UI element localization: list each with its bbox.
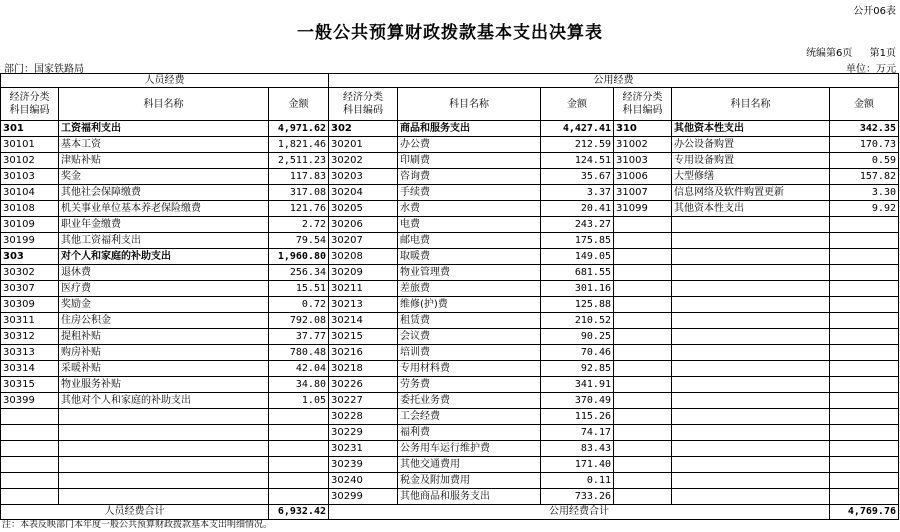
econ-code-cell	[614, 281, 672, 297]
subject-name-cell: 租赁费	[398, 313, 541, 329]
subject-name-cell: 物业服务补贴	[59, 377, 269, 393]
amount-cell	[830, 457, 899, 473]
amount-cell	[269, 457, 329, 473]
econ-code-cell: 30231	[329, 441, 398, 457]
subject-name-cell: 物业管理费	[398, 265, 541, 281]
econ-code-cell: 30102	[1, 153, 59, 169]
econ-code-cell	[614, 457, 672, 473]
amount-cell: 1,960.80	[269, 249, 329, 265]
amount-cell	[269, 409, 329, 425]
amount-cell: 121.76	[269, 201, 329, 217]
econ-code-cell: 31099	[614, 201, 672, 217]
subject-name-cell: 邮电费	[398, 233, 541, 249]
amount-cell	[830, 377, 899, 393]
amount-cell	[830, 409, 899, 425]
page-number: 第1页	[869, 48, 896, 59]
econ-code-cell: 30314	[1, 361, 59, 377]
subject-name-cell: 住房公积金	[59, 313, 269, 329]
subject-name-cell	[672, 297, 830, 313]
subject-name-cell	[672, 249, 830, 265]
amount-cell	[830, 393, 899, 409]
econ-code-cell: 30209	[329, 265, 398, 281]
amount-cell: 74.17	[541, 425, 614, 441]
table-row	[1, 361, 899, 377]
econ-code-cell: 30211	[329, 281, 398, 297]
amount-cell: 15.51	[269, 281, 329, 297]
econ-code-cell: 30227	[329, 393, 398, 409]
subject-name-cell	[672, 281, 830, 297]
amount-cell: 83.43	[541, 441, 614, 457]
subject-name-cell: 工会经费	[398, 409, 541, 425]
amount-cell: 3.30	[830, 185, 899, 201]
econ-code-cell: 31002	[614, 137, 672, 153]
amount-cell	[830, 441, 899, 457]
table-row	[1, 185, 899, 201]
table-row	[1, 345, 899, 361]
amount-cell: 243.27	[541, 217, 614, 233]
econ-code-cell: 30206	[329, 217, 398, 233]
subject-name-cell	[59, 457, 269, 473]
econ-code-cell	[614, 233, 672, 249]
econ-code-cell	[1, 409, 59, 425]
amount-cell: 0.59	[830, 153, 899, 169]
subject-name-cell: 办公设备购置	[672, 137, 830, 153]
subject-name-cell	[672, 233, 830, 249]
amount-cell	[830, 265, 899, 281]
subject-name-cell: 信息网络及软件购置更新	[672, 185, 830, 201]
amount-cell	[830, 489, 899, 505]
amount-cell: 341.91	[541, 377, 614, 393]
amount-cell	[269, 473, 329, 489]
econ-code-cell: 30199	[1, 233, 59, 249]
combined-page-number: 统编第6页	[806, 48, 853, 59]
amount-header: 金额	[830, 88, 899, 121]
econ-code-cell: 30203	[329, 169, 398, 185]
econ-code-cell	[614, 361, 672, 377]
subject-name-cell	[672, 425, 830, 441]
econ-code-cell: 31006	[614, 169, 672, 185]
econ-code-cell: 30101	[1, 137, 59, 153]
amount-cell: 0.11	[541, 473, 614, 489]
econ-code-cell: 30226	[329, 377, 398, 393]
econ-code-header: 经济分类 科目编码	[614, 88, 672, 121]
subject-name-cell	[59, 473, 269, 489]
econ-code-cell: 31007	[614, 185, 672, 201]
amount-cell: 370.49	[541, 393, 614, 409]
econ-code-cell: 30311	[1, 313, 59, 329]
table-row	[1, 265, 899, 281]
econ-code-cell: 30307	[1, 281, 59, 297]
subject-name-cell	[672, 265, 830, 281]
subject-name-cell: 税金及附加费用	[398, 473, 541, 489]
table-row	[1, 489, 899, 505]
amount-cell	[830, 473, 899, 489]
subject-name-cell	[59, 489, 269, 505]
subject-name-cell: 咨询费	[398, 169, 541, 185]
table-row	[1, 393, 899, 409]
table-row	[1, 137, 899, 153]
expenditure-table	[0, 73, 899, 520]
econ-code-cell: 303	[1, 249, 59, 265]
subject-name-cell: 维修(护)费	[398, 297, 541, 313]
amount-cell	[830, 281, 899, 297]
amount-cell: 4,427.41	[541, 121, 614, 137]
table-row	[1, 409, 899, 425]
amount-cell	[269, 425, 329, 441]
amount-cell: 342.35	[830, 121, 899, 137]
amount-cell: 20.41	[541, 201, 614, 217]
econ-code-cell	[614, 329, 672, 345]
amount-cell: 9.92	[830, 201, 899, 217]
econ-code-cell: 30315	[1, 377, 59, 393]
subject-name-cell: 其他工资福利支出	[59, 233, 269, 249]
subject-name-cell: 培训费	[398, 345, 541, 361]
subject-name-cell: 退休费	[59, 265, 269, 281]
amount-cell: 2,511.23	[269, 153, 329, 169]
econ-code-cell: 30103	[1, 169, 59, 185]
subject-name-cell	[672, 409, 830, 425]
subject-name-cell: 劳务费	[398, 377, 541, 393]
subject-name-cell	[59, 441, 269, 457]
subject-name-cell	[672, 393, 830, 409]
amount-cell: 301.16	[541, 281, 614, 297]
amount-cell: 175.85	[541, 233, 614, 249]
amount-cell: 171.40	[541, 457, 614, 473]
subject-name-cell: 奖励金	[59, 297, 269, 313]
subject-name-cell: 基本工资	[59, 137, 269, 153]
amount-cell: 212.59	[541, 137, 614, 153]
econ-code-cell: 30204	[329, 185, 398, 201]
subject-name-cell: 福利费	[398, 425, 541, 441]
unit-label: 单位：万元	[846, 64, 896, 75]
amount-cell: 90.25	[541, 329, 614, 345]
amount-cell: 1,821.46	[269, 137, 329, 153]
econ-code-cell: 30399	[1, 393, 59, 409]
subject-name-cell: 其他社会保障缴费	[59, 185, 269, 201]
econ-code-cell	[614, 441, 672, 457]
personnel-total-label: 人员经费合计	[1, 505, 269, 520]
subject-name-cell: 手续费	[398, 185, 541, 201]
econ-code-cell	[614, 377, 672, 393]
subject-name-header: 科目名称	[672, 88, 830, 121]
subject-name-cell	[59, 409, 269, 425]
table-row	[1, 377, 899, 393]
subject-name-cell: 公务用车运行维护费	[398, 441, 541, 457]
amount-cell: 92.85	[541, 361, 614, 377]
amount-cell: 115.26	[541, 409, 614, 425]
public-total-amount: 4,769.76	[830, 505, 899, 520]
subject-name-cell: 购房补贴	[59, 345, 269, 361]
econ-code-cell: 30302	[1, 265, 59, 281]
subject-name-cell	[672, 473, 830, 489]
table-row	[1, 281, 899, 297]
econ-code-cell: 30239	[329, 457, 398, 473]
subject-name-cell: 办公费	[398, 137, 541, 153]
amount-cell: 4,971.62	[269, 121, 329, 137]
table-row	[1, 233, 899, 249]
econ-code-cell	[614, 393, 672, 409]
amount-cell: 34.80	[269, 377, 329, 393]
econ-code-cell: 30109	[1, 217, 59, 233]
econ-code-cell	[614, 249, 672, 265]
econ-code-cell: 31003	[614, 153, 672, 169]
amount-cell	[830, 361, 899, 377]
subject-name-cell: 水费	[398, 201, 541, 217]
subject-name-cell: 其他资本性支出	[672, 121, 830, 137]
subject-name-cell	[672, 489, 830, 505]
personnel-total-amount: 6,932.42	[269, 505, 329, 520]
amount-cell: 1.05	[269, 393, 329, 409]
amount-cell: 37.77	[269, 329, 329, 345]
public-total-label: 公用经费合计	[329, 505, 830, 520]
subject-name-cell	[672, 329, 830, 345]
subject-name-cell: 其他资本性支出	[672, 201, 830, 217]
amount-cell: 780.48	[269, 345, 329, 361]
econ-code-cell: 30202	[329, 153, 398, 169]
group-header-row	[1, 74, 899, 88]
amount-cell	[830, 425, 899, 441]
econ-code-cell: 30313	[1, 345, 59, 361]
econ-code-cell	[1, 441, 59, 457]
econ-code-cell: 30104	[1, 185, 59, 201]
table-row	[1, 153, 899, 169]
subject-name-cell	[672, 441, 830, 457]
econ-code-cell	[1, 489, 59, 505]
footnote: 注：本表反映部门本年度一般公共预算财政拨款基本支出明细情况。	[2, 520, 273, 530]
amount-cell: 70.46	[541, 345, 614, 361]
subject-name-header: 科目名称	[398, 88, 541, 121]
table-row	[1, 297, 899, 313]
subject-name-cell: 取暖费	[398, 249, 541, 265]
subject-name-cell: 津贴补贴	[59, 153, 269, 169]
subject-name-cell	[672, 377, 830, 393]
amount-cell	[830, 345, 899, 361]
amount-cell: 3.37	[541, 185, 614, 201]
subject-name-cell: 其他交通费用	[398, 457, 541, 473]
econ-code-header: 经济分类 科目编码	[1, 88, 59, 121]
subject-name-cell: 机关事业单位基本养老保险缴费	[59, 201, 269, 217]
table-row	[1, 249, 899, 265]
subject-name-cell	[672, 345, 830, 361]
econ-code-cell	[614, 409, 672, 425]
econ-code-cell: 30229	[329, 425, 398, 441]
table-row	[1, 473, 899, 489]
amount-cell: 0.72	[269, 297, 329, 313]
amount-header: 金额	[269, 88, 329, 121]
subject-name-cell: 奖金	[59, 169, 269, 185]
subject-name-cell: 工资福利支出	[59, 121, 269, 137]
econ-code-cell: 30214	[329, 313, 398, 329]
subject-name-cell	[672, 217, 830, 233]
personnel-group-header: 人员经费	[1, 74, 329, 88]
subject-name-cell	[672, 361, 830, 377]
table-row	[1, 329, 899, 345]
econ-code-cell: 30215	[329, 329, 398, 345]
econ-code-cell: 30309	[1, 297, 59, 313]
column-header-row	[1, 88, 899, 121]
subject-name-cell: 委托业务费	[398, 393, 541, 409]
subject-name-cell: 其他商品和服务支出	[398, 489, 541, 505]
subject-name-cell: 采暖补贴	[59, 361, 269, 377]
econ-code-cell: 30201	[329, 137, 398, 153]
table-row	[1, 457, 899, 473]
econ-code-cell: 30216	[329, 345, 398, 361]
amount-cell: 170.73	[830, 137, 899, 153]
econ-code-cell	[614, 313, 672, 329]
amount-header: 金额	[541, 88, 614, 121]
amount-cell: 42.04	[269, 361, 329, 377]
econ-code-cell: 30218	[329, 361, 398, 377]
econ-code-cell: 30299	[329, 489, 398, 505]
subject-name-cell: 对个人和家庭的补助支出	[59, 249, 269, 265]
econ-code-cell: 301	[1, 121, 59, 137]
amount-cell	[830, 233, 899, 249]
amount-cell: 35.67	[541, 169, 614, 185]
amount-cell: 210.52	[541, 313, 614, 329]
amount-cell	[269, 441, 329, 457]
subject-name-cell: 医疗费	[59, 281, 269, 297]
amount-cell: 157.82	[830, 169, 899, 185]
econ-code-cell	[1, 457, 59, 473]
amount-cell: 125.88	[541, 297, 614, 313]
table-row	[1, 217, 899, 233]
subject-name-cell	[672, 457, 830, 473]
econ-code-cell: 30240	[329, 473, 398, 489]
amount-cell	[830, 217, 899, 233]
econ-code-header: 经济分类 科目编码	[329, 88, 398, 121]
econ-code-cell	[614, 265, 672, 281]
econ-code-cell: 30205	[329, 201, 398, 217]
table-row	[1, 121, 899, 137]
subject-name-cell: 专用设备购置	[672, 153, 830, 169]
amount-cell	[269, 489, 329, 505]
table-row	[1, 169, 899, 185]
table-row	[1, 441, 899, 457]
amount-cell: 792.08	[269, 313, 329, 329]
econ-code-cell	[614, 489, 672, 505]
subject-name-cell: 会议费	[398, 329, 541, 345]
subject-name-cell: 职业年金缴费	[59, 217, 269, 233]
econ-code-cell: 30208	[329, 249, 398, 265]
econ-code-cell	[614, 297, 672, 313]
subject-name-cell: 电费	[398, 217, 541, 233]
amount-cell: 681.55	[541, 265, 614, 281]
econ-code-cell	[614, 217, 672, 233]
amount-cell: 124.51	[541, 153, 614, 169]
amount-cell: 256.34	[269, 265, 329, 281]
table-row	[1, 201, 899, 217]
subject-name-header: 科目名称	[59, 88, 269, 121]
econ-code-cell	[1, 473, 59, 489]
econ-code-cell	[614, 425, 672, 441]
econ-code-cell	[614, 473, 672, 489]
subject-name-cell: 差旅费	[398, 281, 541, 297]
amount-cell: 79.54	[269, 233, 329, 249]
amount-cell	[830, 297, 899, 313]
amount-cell: 149.05	[541, 249, 614, 265]
econ-code-cell: 30213	[329, 297, 398, 313]
subject-name-cell: 提租补贴	[59, 329, 269, 345]
econ-code-cell: 310	[614, 121, 672, 137]
subject-name-cell: 大型修缮	[672, 169, 830, 185]
amount-cell	[830, 313, 899, 329]
subject-name-cell: 商品和服务支出	[398, 121, 541, 137]
econ-code-cell: 30312	[1, 329, 59, 345]
econ-code-cell: 30228	[329, 409, 398, 425]
department-label: 部门：国家铁路局	[4, 64, 84, 75]
amount-cell	[830, 329, 899, 345]
econ-code-cell	[614, 345, 672, 361]
report-title: 一般公共预算财政拨款基本支出决算表	[297, 23, 603, 43]
econ-code-cell: 30207	[329, 233, 398, 249]
subject-name-cell: 专用材料费	[398, 361, 541, 377]
amount-cell: 117.83	[269, 169, 329, 185]
amount-cell: 733.26	[541, 489, 614, 505]
page-info	[792, 44, 896, 59]
amount-cell: 2.72	[269, 217, 329, 233]
subject-name-cell: 其他对个人和家庭的补助支出	[59, 393, 269, 409]
public-group-header: 公用经费	[329, 74, 899, 88]
econ-code-cell: 30108	[1, 201, 59, 217]
table-row	[1, 425, 899, 441]
econ-code-cell: 302	[329, 121, 398, 137]
amount-cell: 317.08	[269, 185, 329, 201]
form-code: 公开06表	[853, 6, 896, 17]
table-row	[1, 313, 899, 329]
econ-code-cell	[1, 425, 59, 441]
subject-name-cell: 印刷费	[398, 153, 541, 169]
amount-cell	[830, 249, 899, 265]
subject-name-cell	[672, 313, 830, 329]
subject-name-cell	[59, 425, 269, 441]
